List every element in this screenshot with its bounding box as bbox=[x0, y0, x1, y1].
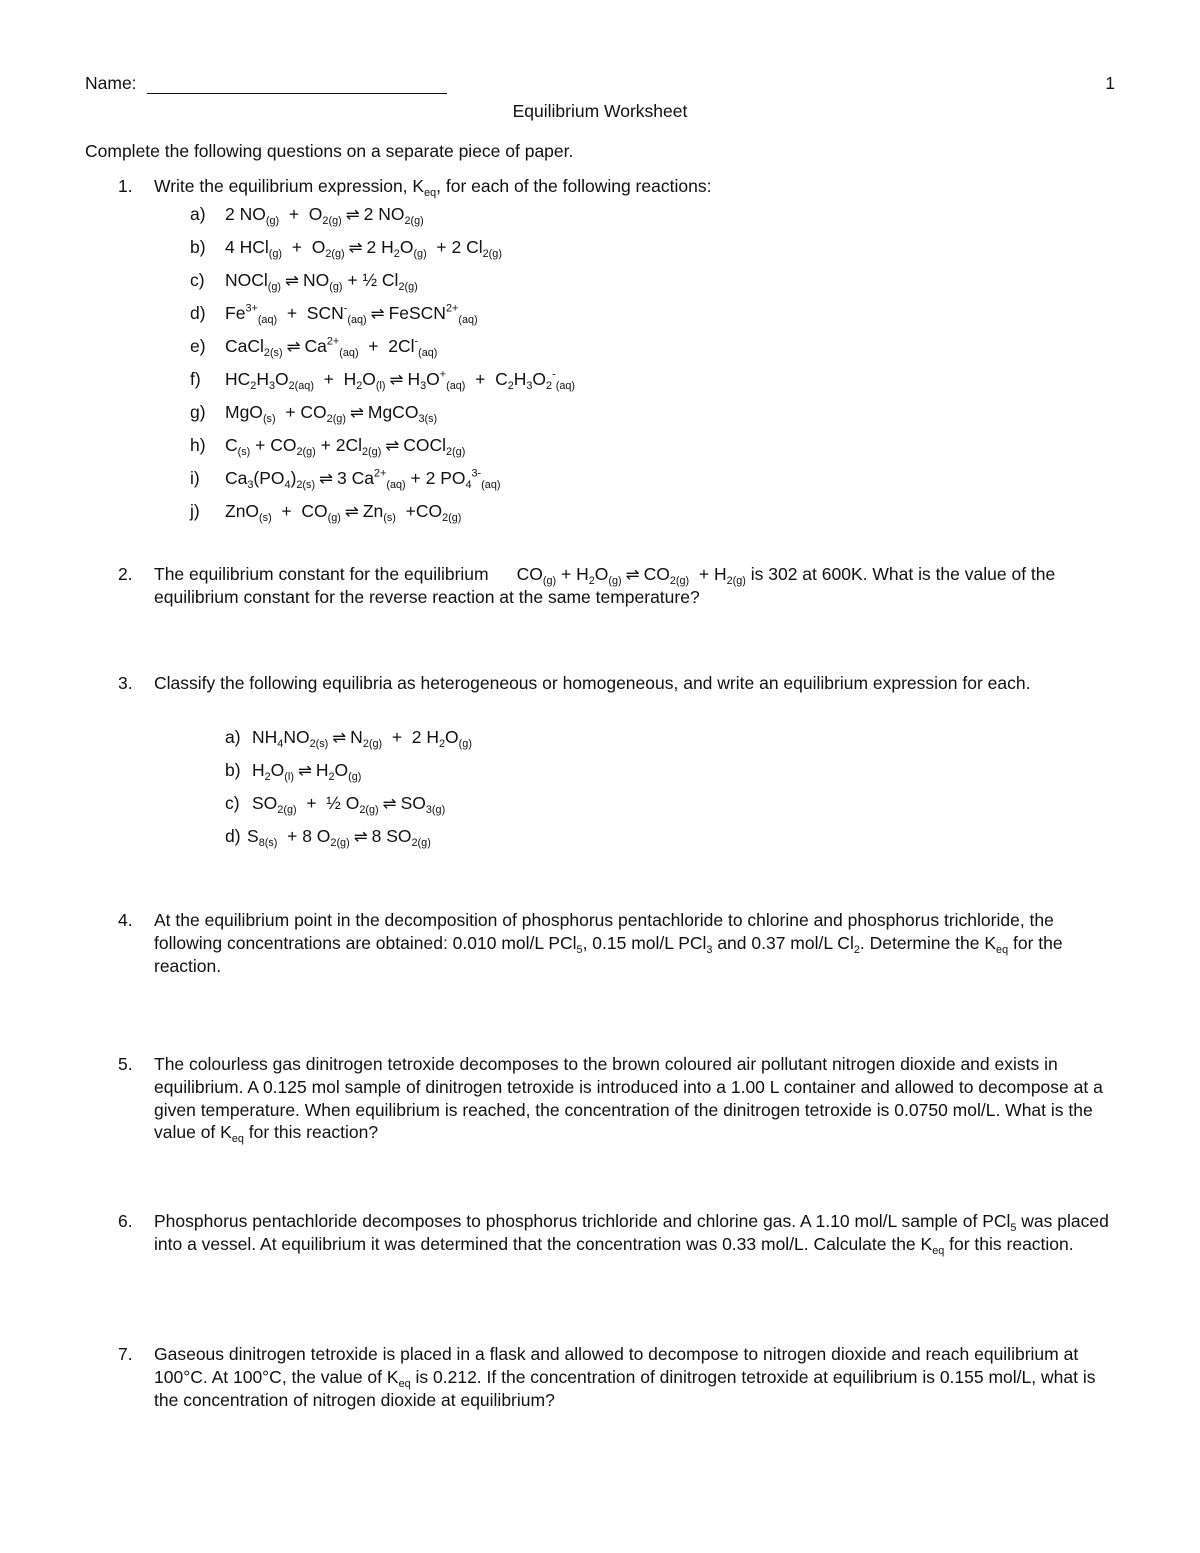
question-text: Write the equilibrium expression, $K_{eq}$, for each of the following reactions: bbox=[154, 176, 712, 199]
question-number: 1. bbox=[118, 176, 133, 196]
reaction-item: c) $SO_{2(g)}$ + ½ $O_{2(g)}$ ⇌ $SO_{3(g)}$ bbox=[225, 793, 446, 816]
question-text: Gaseous dinitrogen tetroxide is placed in a flask and allowed to decompose to nitrogen dioxide and reach equilibrium at 100°C. At 100°C, the value of $K_{eq}$ is 0.212. If the concentration of dinitrogen tetroxide at equilibrium is 0.155 mol/L, what is the concentration of nitrogen dioxide at equilibrium? bbox=[154, 1344, 1096, 1410]
question-text: At the equilibrium point in the decomposition of phosphorus pentachloride to chlorine and phosphorus trichloride, the following concentrations are obtained: 0.010 mol/L PCl$_5$, 0.15 mol/L PCl$_3$ and 0.37 mol/L $Cl_2$. Determine the $K_{eq}$ for the reaction. bbox=[154, 910, 1063, 976]
equilibrium-arrow-icon: ⇌ bbox=[389, 370, 404, 389]
instructions: Complete the following questions on a separate piece of paper. bbox=[85, 141, 574, 161]
reaction-item: j) $ZnO_{(s)} + CO_{(g)}$ ⇌ $Zn_{(s)} +CO_{2(g)}$ bbox=[190, 501, 462, 524]
name-blank-line bbox=[147, 93, 447, 94]
reaction-item: a) $NH_4NO_{2(s)}$ ⇌ $N_{2(g)} + 2$ $H_2O_{(g)}$ bbox=[225, 727, 472, 750]
question-number: 3. bbox=[118, 673, 133, 693]
reaction-item: i) $Ca_3(PO_4)_{2(s)}$ ⇌ 3 $Ca^{2+}_{(aq)} + 2$ $PO_4^{3-}_{(aq)}$ bbox=[190, 467, 501, 491]
question-number: 7. bbox=[118, 1344, 133, 1364]
equilibrium-arrow-icon: ⇌ bbox=[348, 238, 363, 257]
question-3 bbox=[118, 672, 1118, 695]
equilibrium-arrow-icon: ⇌ bbox=[349, 403, 364, 422]
question-text: Classify the following equilibria as heterogeneous or homogeneous, and write an equilibrium expression for each. bbox=[154, 673, 1031, 693]
reaction-item: h) $C_{(s)} + CO_{2(g)} + 2Cl_{2(g)}$ ⇌ COCl$_{2(g)}$ bbox=[190, 435, 466, 458]
equilibrium-arrow-icon: ⇌ bbox=[319, 469, 333, 488]
reaction-item: b) $H_2O_{(l)}$ ⇌ $H_2O_{(g)}$ bbox=[225, 760, 362, 783]
question-number: 4. bbox=[118, 910, 133, 930]
page-number: 1 bbox=[1105, 73, 1115, 93]
equilibrium-arrow-icon: ⇌ bbox=[353, 827, 368, 846]
question-1 bbox=[118, 175, 1118, 198]
question-text: The equilibrium constant for the equilibrium $CO_{(g)} + H_2O_{(g)}$ ⇌ $CO_{2(g)} + H_{2(g)}$ is 302 at 600K. What is the value of the equilibrium constant for the reverse reaction at the same temperature? bbox=[154, 564, 1056, 607]
reaction-item: c) NOCl$_{(g)}$ ⇌ $NO_{(g)}$ + ½ $Cl_{2(g)}$ bbox=[190, 270, 418, 293]
question-5 bbox=[118, 1053, 1118, 1144]
equilibrium-arrow-icon: ⇌ bbox=[344, 502, 359, 521]
reaction-item: d) $S_{8(s)} + 8$ $O_{2(g)}$ ⇌ 8 $SO_{2(g)}$ bbox=[225, 826, 431, 849]
equilibrium-arrow-icon: ⇌ bbox=[285, 271, 299, 290]
header bbox=[85, 72, 1115, 98]
question-text: The colourless gas dinitrogen tetroxide decomposes to the brown coloured air pollutant nitrogen dioxide and exists in equilibrium. A 0.125 mol sample of dinitrogen tetroxide is introduced into a 1.00 L container and allowed to decompose at a given temperature. When equilibrium is reached, the concentration of the dinitrogen tetroxide is 0.0750 mol/L. What is the value of $K_{eq}$ for this reaction? bbox=[154, 1054, 1103, 1146]
reaction-item: g) $MgO_{(s)} + CO_{2(g)}$ ⇌ MgCO$_{3(s)}$ bbox=[190, 402, 438, 425]
page-title: Equilibrium Worksheet bbox=[512, 101, 688, 121]
question-number: 6. bbox=[118, 1211, 133, 1231]
inline-reaction: $CO_{(g)} + H_2O_{(g)}$ ⇌ $CO_{2(g)} + H_{2(g)}$ bbox=[516, 564, 746, 587]
question-6 bbox=[118, 1210, 1118, 1256]
equilibrium-arrow-icon: ⇌ bbox=[382, 794, 397, 813]
equilibrium-arrow-icon: ⇌ bbox=[297, 761, 312, 780]
reaction-item: a) 2 $NO_{(g)} + O_{2(g)}$ ⇌ 2 $NO_{2(g)}$ bbox=[190, 204, 424, 227]
equilibrium-arrow-icon: ⇌ bbox=[345, 205, 360, 224]
reaction-item: b) 4 $HCl_{(g)} + O_{2(g)}$ ⇌ 2 $H_2O_{(g)} + 2$ $Cl_{2(g)}$ bbox=[190, 237, 502, 260]
equilibrium-arrow-icon: ⇌ bbox=[286, 337, 301, 356]
equilibrium-arrow-icon: ⇌ bbox=[385, 436, 400, 455]
question-4 bbox=[118, 909, 1118, 977]
equilibrium-arrow-icon: ⇌ bbox=[625, 565, 640, 584]
question-number: 5. bbox=[118, 1054, 133, 1074]
question-number: 2. bbox=[118, 564, 133, 584]
q3-reaction-list bbox=[225, 726, 472, 858]
reaction-item: e) CaCl$_{2(s)}$ ⇌ $Ca^{2+}_{(aq)} + 2Cl^-_{(aq)}$ bbox=[190, 335, 438, 359]
question-7 bbox=[118, 1343, 1118, 1411]
reaction-item: f) $HC_2H_3O_{2(aq)} + H_2O_{(l)}$ ⇌ $H_3O^+_{(aq)} + C_2H_3O_2^-_{(aq)}$ bbox=[190, 368, 575, 392]
reaction-item: d) $Fe^{3+}_{(aq)} + SCN^-_{(aq)}$ ⇌ FeSCN$^{2+}_{(aq)}$ bbox=[190, 302, 478, 326]
equilibrium-arrow-icon: ⇌ bbox=[332, 728, 347, 747]
name-label: Name: bbox=[85, 73, 137, 93]
question-text: Phosphorus pentachloride decomposes to phosphorus trichloride and chlorine gas. A 1.10 mol/L sample of PCl$_5$ was placed into a vessel. At equilibrium it was determined that the concentration was 0.33 mol/L. Calculate the $K_{eq}$ for this reaction. bbox=[154, 1211, 1109, 1257]
question-2 bbox=[118, 563, 1118, 609]
equilibrium-arrow-icon: ⇌ bbox=[370, 304, 385, 323]
q1-reaction-list bbox=[190, 203, 575, 533]
